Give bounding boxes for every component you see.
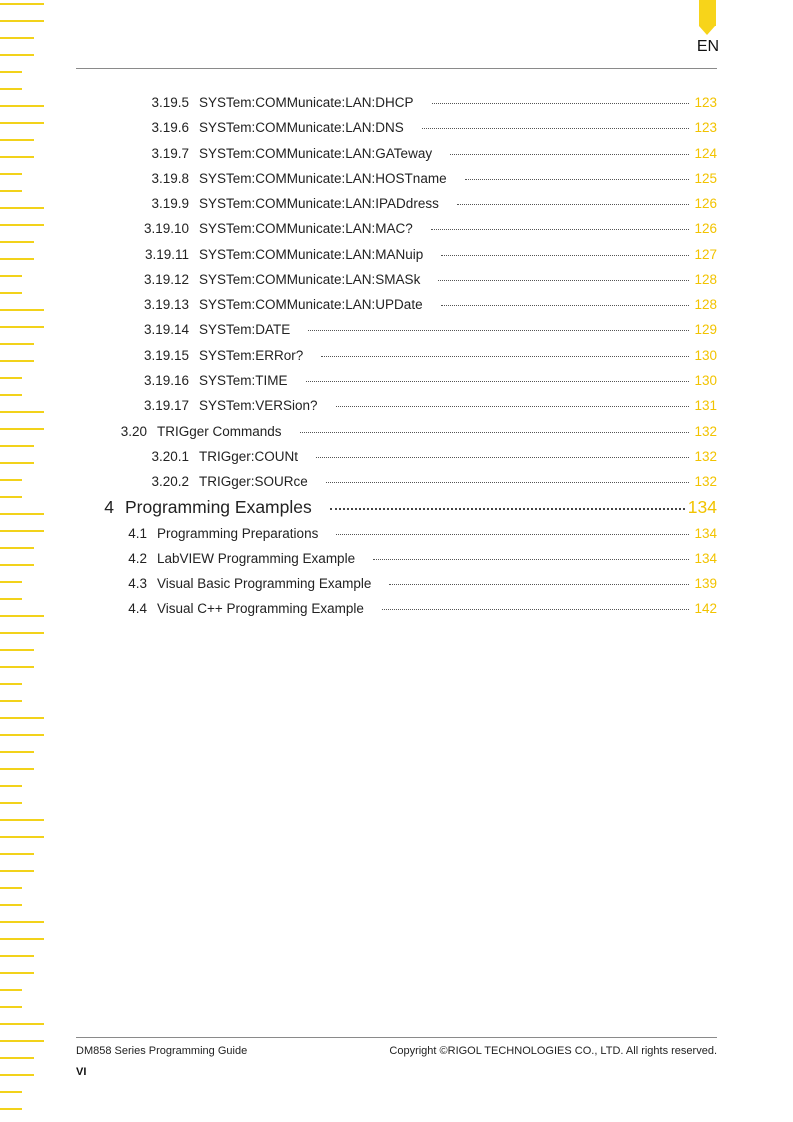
toc-entry-number: 3.19.16 xyxy=(143,373,189,388)
toc-entry[interactable] xyxy=(129,146,717,161)
ruler-tick xyxy=(0,938,44,940)
ruler-tick xyxy=(0,581,22,583)
toc-entry-number: 3.19.9 xyxy=(151,196,189,211)
toc-dot-leader xyxy=(326,482,689,483)
toc-entry-page: 132 xyxy=(694,424,717,439)
toc-entry-page: 132 xyxy=(694,449,717,464)
toc-dot-leader xyxy=(373,559,689,560)
ruler-tick xyxy=(0,632,44,634)
ruler-tick xyxy=(0,564,34,566)
toc-entry-page: 132 xyxy=(694,474,717,489)
footer-divider xyxy=(76,1037,717,1038)
toc-entry-title: SYSTem:COMMunicate:LAN:UPDate xyxy=(199,297,423,312)
toc-entry-number: 3.19.11 xyxy=(144,247,189,262)
toc-entry-page: 127 xyxy=(694,247,717,262)
toc-entry-title: SYSTem:COMMunicate:LAN:MANuip xyxy=(199,247,424,262)
toc-entry-title: LabVIEW Programming Example xyxy=(157,551,356,566)
toc-dot-leader xyxy=(422,128,689,129)
ruler-tick xyxy=(0,71,22,73)
toc-entry-title: SYSTem:COMMunicate:LAN:DHCP xyxy=(199,95,414,110)
ruler-tick xyxy=(0,700,22,702)
toc-entry-title: Visual C++ Programming Example xyxy=(157,601,364,616)
ruler-tick xyxy=(0,122,44,124)
toc-entry-page: 130 xyxy=(694,348,717,363)
ruler-tick xyxy=(0,275,22,277)
toc-dot-leader xyxy=(382,609,689,610)
toc-entry-number: 3.19.17 xyxy=(143,398,189,413)
toc-entry-title: SYSTem:VERSion? xyxy=(199,398,318,413)
toc-entry[interactable] xyxy=(129,398,717,413)
ruler-tick xyxy=(0,37,34,39)
ruler-tick xyxy=(0,462,34,464)
toc-dot-leader xyxy=(330,508,685,510)
toc-entry-number: 4.2 xyxy=(128,551,147,566)
toc-entry[interactable] xyxy=(129,348,717,363)
toc-dot-leader xyxy=(389,584,689,585)
toc-entry-number: 3.19.7 xyxy=(151,146,189,161)
toc-entry[interactable] xyxy=(129,247,717,262)
toc-entry-page: 126 xyxy=(694,221,717,236)
toc-entry-number: 3.19.14 xyxy=(143,322,189,337)
toc-entry[interactable] xyxy=(129,171,717,186)
footer-copyright: Copyright ©RIGOL TECHNOLOGIES CO., LTD. All rights reserved. xyxy=(389,1045,717,1057)
language-tab-marker xyxy=(699,0,716,26)
toc-entry-number: 3.19.10 xyxy=(143,221,189,236)
ruler-tick xyxy=(0,1057,34,1059)
ruler-tick xyxy=(0,1040,44,1042)
ruler-tick xyxy=(0,105,44,107)
toc-entry-title: SYSTem:COMMunicate:LAN:IPADdress xyxy=(199,196,439,211)
ruler-tick xyxy=(0,768,34,770)
ruler-tick xyxy=(0,819,44,821)
toc-entry-page: 139 xyxy=(694,576,717,591)
toc-entry[interactable] xyxy=(87,424,717,439)
toc-entry-page: 124 xyxy=(694,146,717,161)
ruler-tick xyxy=(0,20,44,22)
toc-entry-number: 3.19.5 xyxy=(151,95,189,110)
toc-entry-title: SYSTem:COMMunicate:LAN:SMASk xyxy=(199,272,421,287)
toc-entry-page: 142 xyxy=(694,601,717,616)
ruler-tick xyxy=(0,258,34,260)
ruler-tick xyxy=(0,615,44,617)
ruler-tick xyxy=(0,921,44,923)
ruler-tick xyxy=(0,377,22,379)
ruler-tick xyxy=(0,1074,34,1076)
toc-entry-title: SYSTem:TIME xyxy=(199,373,288,388)
footer-document-title: DM858 Series Programming Guide xyxy=(76,1045,248,1057)
ruler-tick xyxy=(0,989,22,991)
toc-entry-title: SYSTem:DATE xyxy=(199,322,291,337)
toc-entry[interactable] xyxy=(129,297,717,312)
ruler-tick xyxy=(0,513,44,515)
toc-dot-leader xyxy=(465,179,689,180)
header-divider xyxy=(76,68,717,69)
ruler-tick xyxy=(0,309,44,311)
toc-entry-number: 4.1 xyxy=(128,526,147,541)
ruler-tick xyxy=(0,394,22,396)
toc-entry-title: SYSTem:COMMunicate:LAN:DNS xyxy=(199,120,404,135)
ruler-tick xyxy=(0,1006,22,1008)
ruler-tick xyxy=(0,343,34,345)
ruler-tick xyxy=(0,360,34,362)
toc-entry[interactable] xyxy=(129,221,717,236)
toc-dot-leader xyxy=(432,103,689,104)
ruler-tick xyxy=(0,292,22,294)
toc-dot-leader xyxy=(336,534,689,535)
toc-entry-page: 123 xyxy=(694,120,717,135)
toc-entry-page: 129 xyxy=(694,322,717,337)
toc-entry-page: 130 xyxy=(694,373,717,388)
toc-entry-number: 3.19.6 xyxy=(151,120,189,135)
ruler-tick xyxy=(0,411,44,413)
toc-entry[interactable] xyxy=(129,449,717,464)
toc-entry-number: 3.20 xyxy=(120,424,147,439)
toc-entry-page: 125 xyxy=(694,171,717,186)
ruler-tick xyxy=(0,1023,44,1025)
ruler-tick xyxy=(0,190,22,192)
ruler-tick xyxy=(0,666,34,668)
toc-entry-title: SYSTem:ERRor? xyxy=(199,348,304,363)
toc-entry[interactable] xyxy=(54,497,717,518)
toc-entry-page: 134 xyxy=(694,526,717,541)
toc-dot-leader xyxy=(321,356,689,357)
toc-dot-leader xyxy=(431,229,689,230)
side-ruler xyxy=(0,0,46,1122)
toc-dot-leader xyxy=(450,154,689,155)
toc-entry-number: 3.19.13 xyxy=(143,297,189,312)
toc-entry[interactable] xyxy=(129,120,717,135)
page-number: VI xyxy=(76,1066,87,1078)
ruler-tick xyxy=(0,139,34,141)
ruler-tick xyxy=(0,156,34,158)
toc-dot-leader xyxy=(308,330,689,331)
ruler-tick xyxy=(0,751,34,753)
ruler-tick xyxy=(0,326,44,328)
toc-entry-page: 126 xyxy=(694,196,717,211)
toc-entry[interactable] xyxy=(87,551,717,566)
toc-dot-leader xyxy=(441,305,689,306)
toc-entry-title: SYSTem:COMMunicate:LAN:HOSTname xyxy=(199,171,447,186)
ruler-tick xyxy=(0,224,44,226)
toc-dot-leader xyxy=(336,406,689,407)
toc-entry-title: SYSTem:COMMunicate:LAN:MAC? xyxy=(199,221,413,236)
toc-entry-title: Visual Basic Programming Example xyxy=(157,576,372,591)
toc-entry-title: TRIGger:COUNt xyxy=(199,449,299,464)
toc-entry[interactable] xyxy=(87,526,717,541)
toc-entry-number: 4 xyxy=(104,497,114,517)
toc-entry[interactable] xyxy=(129,95,717,110)
toc-entry[interactable] xyxy=(129,322,717,337)
toc-entry-title: SYSTem:COMMunicate:LAN:GATeway xyxy=(199,146,433,161)
toc-entry-page: 134 xyxy=(694,551,717,566)
toc-dot-leader xyxy=(300,432,689,433)
ruler-tick xyxy=(0,802,22,804)
ruler-tick xyxy=(0,836,44,838)
ruler-tick xyxy=(0,173,22,175)
ruler-tick xyxy=(0,598,22,600)
toc-entry-title: TRIGger Commands xyxy=(157,424,282,439)
toc-entry-number: 3.19.12 xyxy=(143,272,189,287)
ruler-tick xyxy=(0,530,44,532)
toc-entry-number: 4.4 xyxy=(128,601,147,616)
ruler-tick xyxy=(0,428,44,430)
ruler-tick xyxy=(0,479,22,481)
toc-dot-leader xyxy=(457,204,689,205)
ruler-tick xyxy=(0,3,44,5)
ruler-tick xyxy=(0,683,22,685)
toc-entry-number: 4.3 xyxy=(128,576,147,591)
ruler-tick xyxy=(0,717,44,719)
ruler-tick xyxy=(0,853,34,855)
toc-entry-number: 3.19.15 xyxy=(143,348,189,363)
ruler-tick xyxy=(0,887,22,889)
toc-entry-number: 3.20.1 xyxy=(151,449,189,464)
ruler-tick xyxy=(0,207,44,209)
toc-entry-page: 134 xyxy=(687,497,717,517)
toc-dot-leader xyxy=(306,381,689,382)
ruler-tick xyxy=(0,785,22,787)
ruler-tick xyxy=(0,870,34,872)
toc-entry[interactable] xyxy=(129,373,717,388)
toc-dot-leader xyxy=(316,457,689,458)
toc-entry-title: TRIGger:SOURce xyxy=(199,474,308,489)
toc-entry-page: 131 xyxy=(694,398,717,413)
ruler-tick xyxy=(0,445,34,447)
ruler-tick xyxy=(0,955,34,957)
toc-entry[interactable] xyxy=(87,576,717,591)
toc-dot-leader xyxy=(438,280,689,281)
toc-entry-title: Programming Preparations xyxy=(157,526,319,541)
ruler-tick xyxy=(0,734,44,736)
ruler-tick xyxy=(0,88,22,90)
toc-entry-page: 128 xyxy=(694,297,717,312)
toc-entry-number: 3.20.2 xyxy=(151,474,189,489)
ruler-tick xyxy=(0,54,34,56)
ruler-tick xyxy=(0,1091,22,1093)
ruler-tick xyxy=(0,904,22,906)
ruler-tick xyxy=(0,649,34,651)
ruler-tick xyxy=(0,241,34,243)
ruler-tick xyxy=(0,496,22,498)
toc-dot-leader xyxy=(441,255,689,256)
toc-entry[interactable] xyxy=(129,272,717,287)
toc-entry-page: 128 xyxy=(694,272,717,287)
ruler-tick xyxy=(0,547,34,549)
language-label: EN xyxy=(696,38,720,55)
ruler-tick xyxy=(0,1108,22,1110)
toc-entry-page: 123 xyxy=(694,95,717,110)
toc-entry[interactable] xyxy=(87,601,717,616)
toc-entry[interactable] xyxy=(129,474,717,489)
toc-entry-number: 3.19.8 xyxy=(151,171,189,186)
toc-entry-title: Programming Examples xyxy=(125,497,312,517)
ruler-tick xyxy=(0,972,34,974)
toc-entry[interactable] xyxy=(129,196,717,211)
